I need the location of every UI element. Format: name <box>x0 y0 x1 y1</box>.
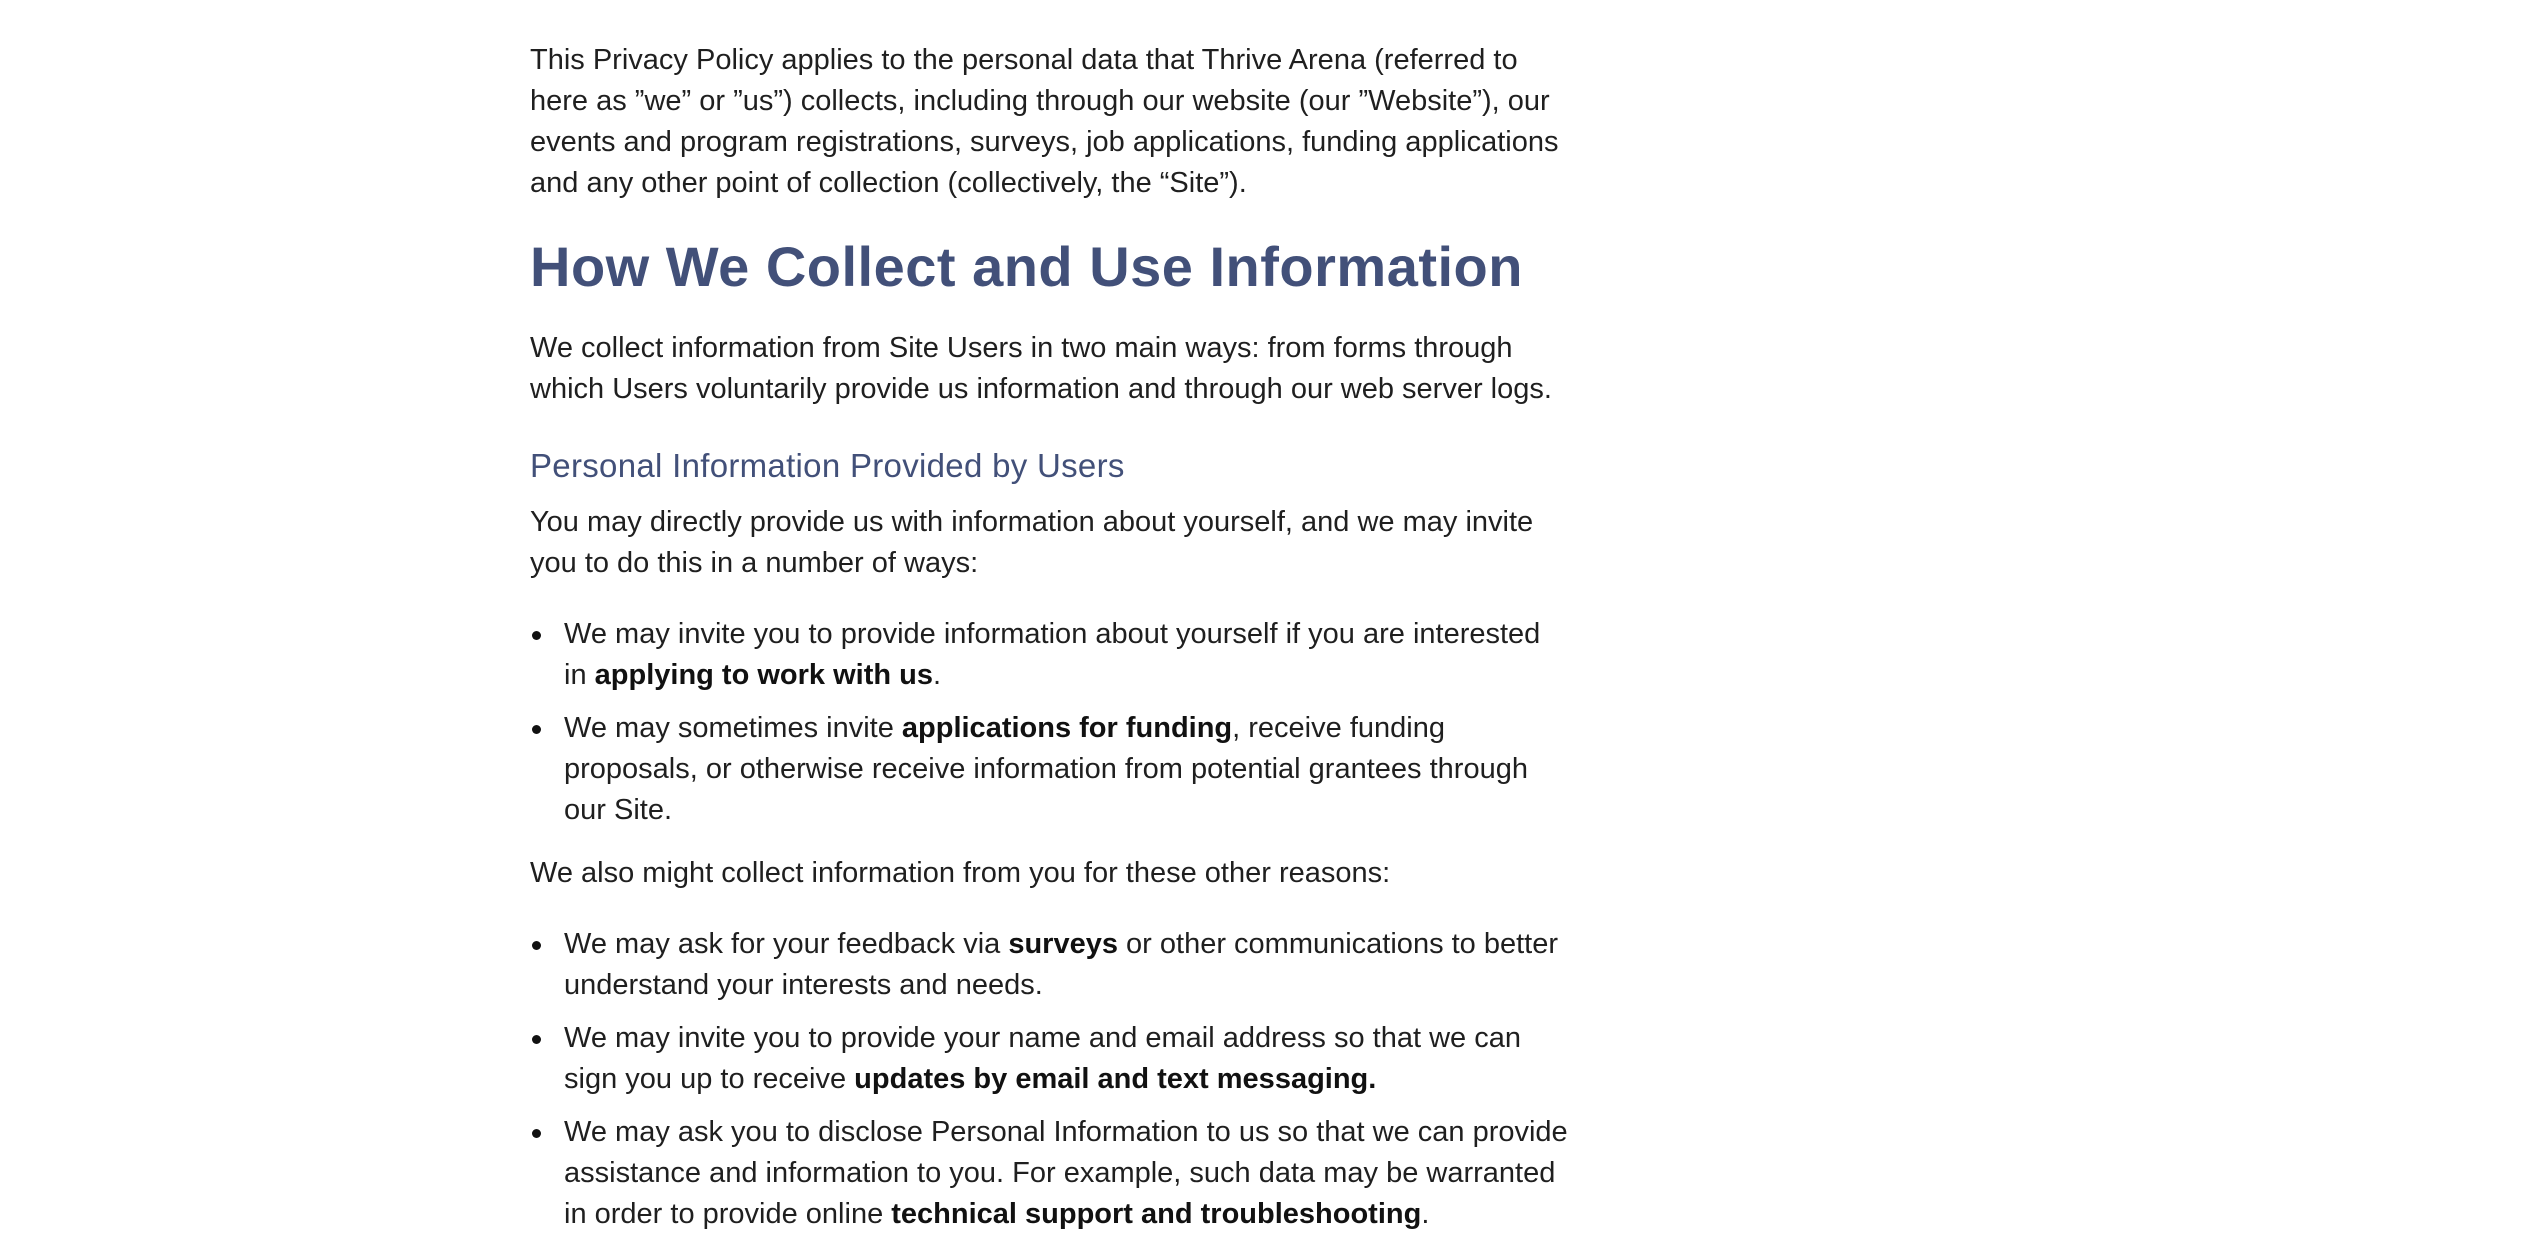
list-item <box>564 1112 1570 1235</box>
list-item-text: . <box>932 659 942 691</box>
list-item-text: We may ask you to disclose Personal Information to us so that we can provide assistance and information to you. For example, such data may be warranted in order to provide online <box>564 1116 1568 1230</box>
list-item-emphasis: updates by email and text messaging. <box>854 1063 1377 1095</box>
list-item <box>564 614 1570 696</box>
reasons-list <box>530 924 1570 1235</box>
ways-list <box>530 614 1570 831</box>
section-heading: How We Collect and Use Information <box>530 235 1523 298</box>
list-item-text: . <box>1421 1198 1430 1230</box>
subsection-paragraph: You may directly provide us with information about yourself, and we may invite you to do this in a number of ways: <box>530 506 1534 579</box>
other-reasons-paragraph: We also might collect information from you for these other reasons: <box>530 857 1391 889</box>
list-item-text: , receive funding proposals, or otherwise receive information from potential grantees through our Site. <box>564 712 1528 826</box>
intro-paragraph: This Privacy Policy applies to the personal data that Thrive Arena (referred to here as ”we” or ”us”) collects, including through our website (our ”Website”), our events and program registrations, surveys, job applications, funding applications and any other point of collection (collectively, the “Site”). <box>530 44 1559 199</box>
list-item <box>564 708 1570 831</box>
list-item-text: We may ask for your feedback via <box>564 928 1009 960</box>
list-item-emphasis: technical support and troubleshooting <box>891 1198 1422 1230</box>
list-item-emphasis: applying to work with us <box>594 659 933 691</box>
section-paragraph: We collect information from Site Users in two main ways: from forms through which Users voluntarily provide us information and through our web server logs. <box>530 332 1552 405</box>
list-item-text: We may invite you to provide information about yourself if you are interested in <box>564 618 1541 691</box>
subsection-heading: Personal Information Provided by Users <box>530 447 1125 484</box>
list-item <box>564 924 1570 1006</box>
list-item-text: We may sometimes invite <box>564 712 902 744</box>
list-item-emphasis: surveys <box>1008 928 1118 960</box>
list-item-text: We may invite you to provide your name and email address so that we can sign you up to receive <box>564 1022 1521 1095</box>
list-item-text: or other communications to better understand your interests and needs. <box>564 928 1559 1001</box>
list-item <box>564 1018 1570 1100</box>
policy-content <box>530 40 1570 1247</box>
list-item-emphasis: applications for funding <box>901 712 1233 744</box>
